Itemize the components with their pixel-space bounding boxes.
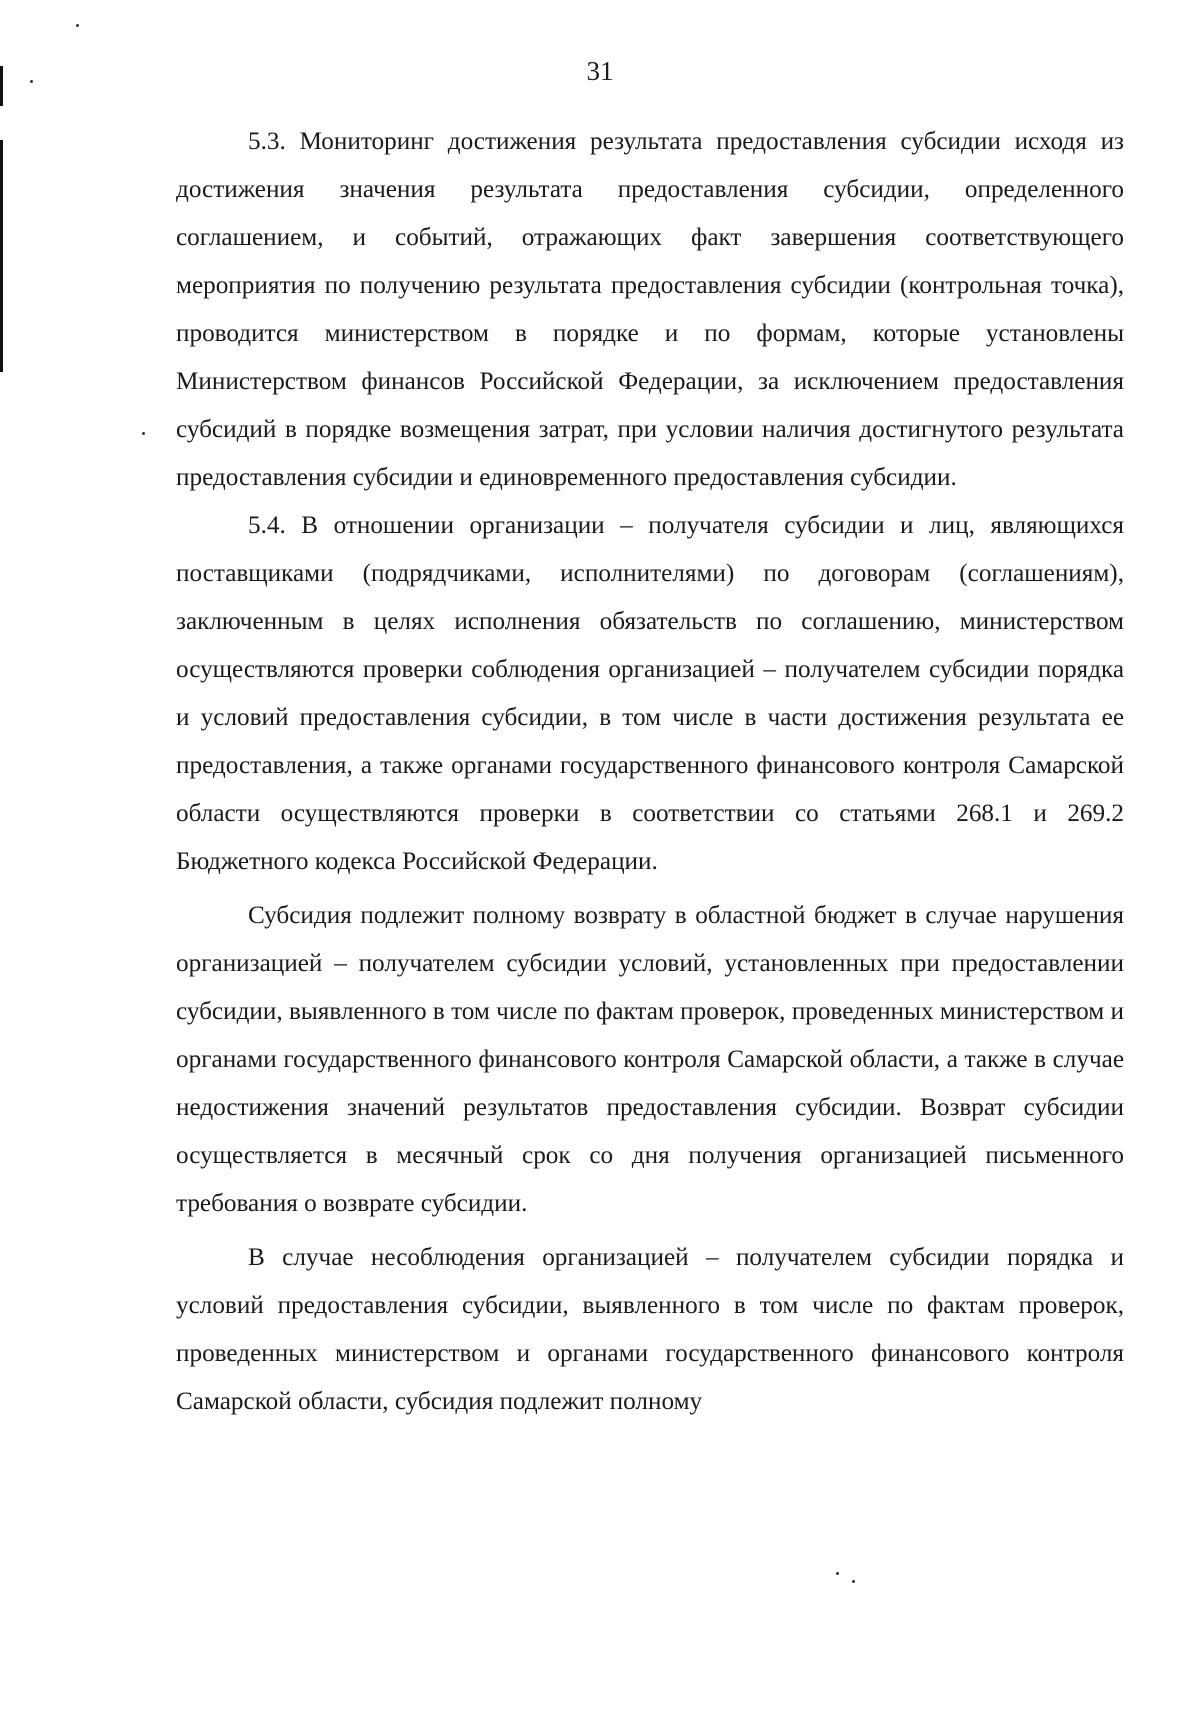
paragraph-5-3: 5.3. Мониторинг достижения результата предоставления субсидии исходя из достижения значения результата предоставления субсидии, определенного соглашением, и событий, отражающих факт завершения соответствующего мероприятия по получению результата предоставления субсидии (контрольная точка), проводится министерством в порядке и по формам, которые установлены Министерством финансов Российской Федерации, за исключением предоставления субсидий в порядке возмещения затрат, при условии наличия достигнутого результата предоставления субсидии и единовременного предоставления субсидии.: [176, 128, 1124, 491]
scan-speck: [852, 1580, 855, 1583]
paragraph-5-4: 5.4. В отношении организации – получателя субсидии и лиц, являющихся поставщиками (подрядчиками, исполнителями) по договорам (соглашениям), заключенным в целях исполнения обязательств по соглашению, министерством осуществляются проверки соблюдения организацией – получателем субсидии порядка и условий предоставления субсидии, в том числе в части достижения результата ее предоставления, а также органами государственного финансового контроля Самарской области осуществляются проверки в соответствии со статьями 268.1 и 269.2 Бюджетного кодекса Российской Федерации.: [176, 512, 1124, 875]
page-number: 31: [586, 56, 614, 86]
scan-speck: [836, 1572, 839, 1575]
document-body: [176, 118, 1124, 1426]
scan-speck: [142, 432, 145, 435]
scan-edge-mark: [0, 140, 3, 372]
scan-speck: [76, 24, 79, 27]
paragraph-non-compliance: В случае несоблюдения организацией – получателем субсидии порядка и условий предоставления субсидии, выявленного в том числе по фактам проверок, проведенных министерством и органами государственного финансового контроля Самарской области, субсидия подлежит полному: [176, 1244, 1124, 1415]
paragraph-subsidy-return: Субсидия подлежит полному возврату в областной бюджет в случае нарушения организацией – получателем субсидии условий, установленных при предоставлении субсидии, выявленного в том числе по фактам проверок, проведенных министерством и органами государственного финансового контроля Самарской области, а также в случае недостижения значений результатов предоставления субсидии. Возврат субсидии осуществляется в месячный срок со дня получения организацией письменного требования о возврате субсидии.: [176, 902, 1124, 1217]
